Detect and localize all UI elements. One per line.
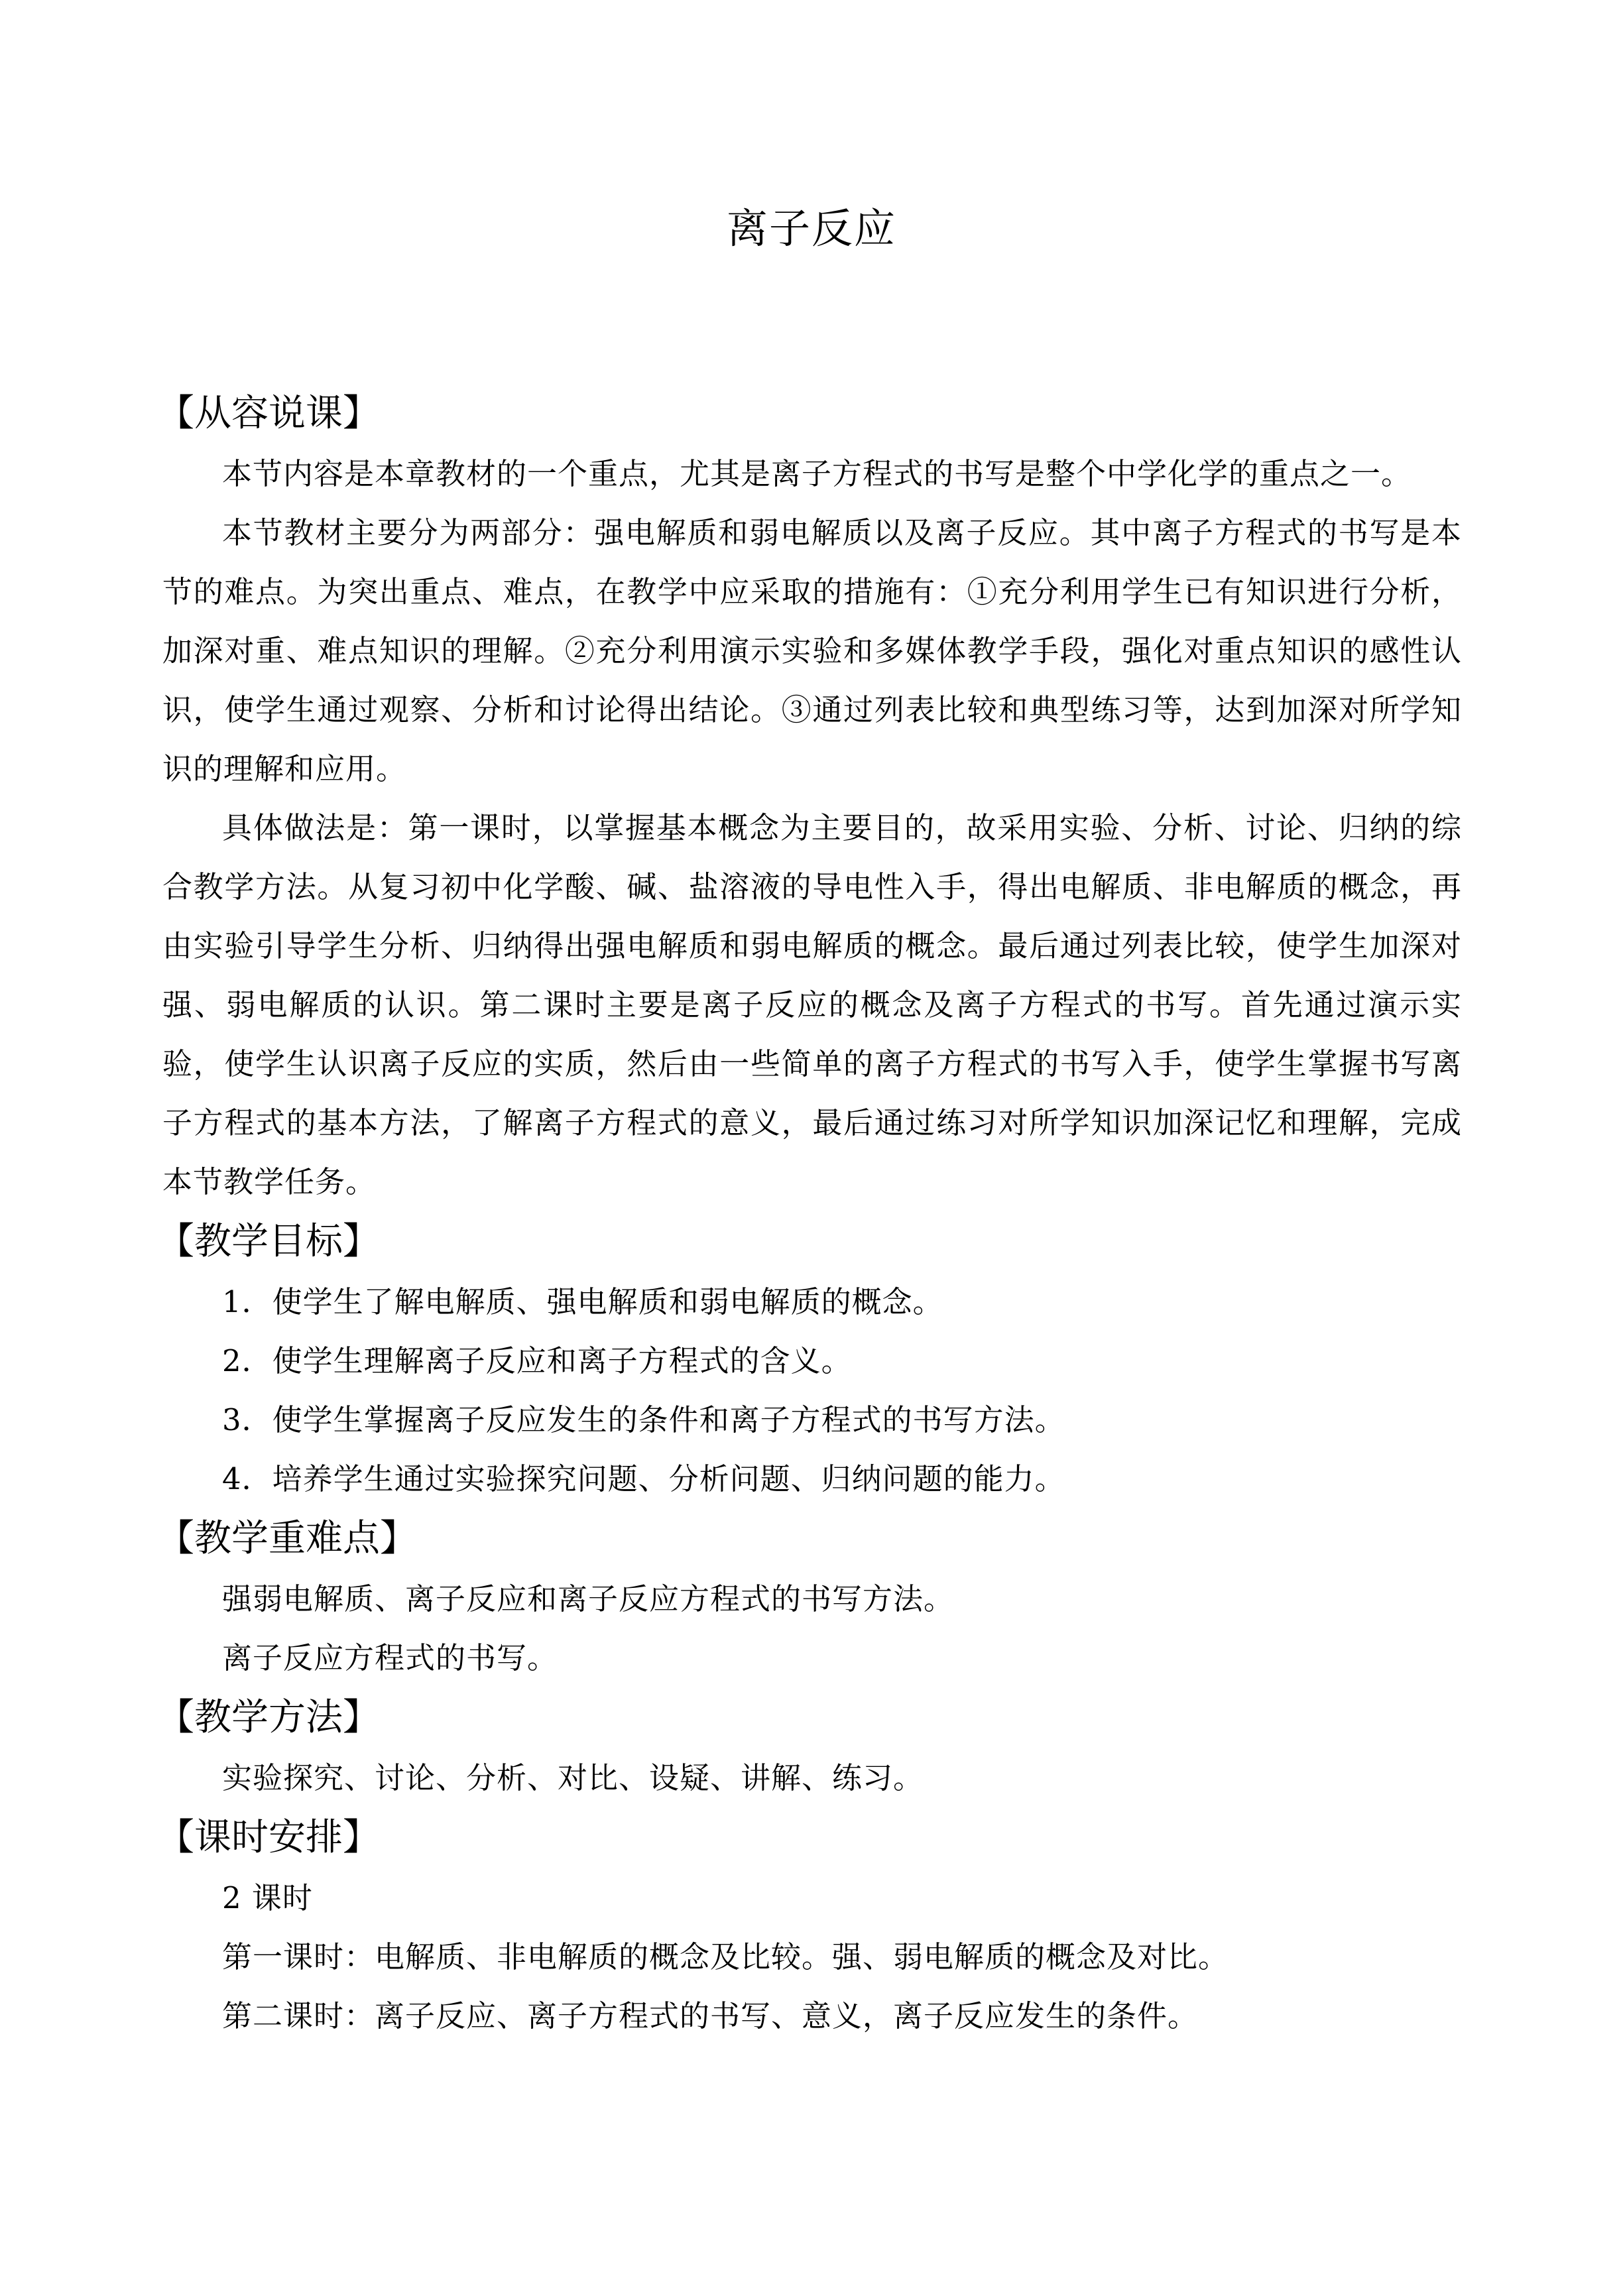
objective-item-4: 4．培养学生通过实验探究问题、分析问题、归纳问题的能力。 <box>222 1461 1065 1496</box>
section-heading-shuoke: 【从容说课】 <box>157 392 380 435</box>
objective-item-3: 3．使学生掌握离子反应发生的条件和离子方程式的书写方法。 <box>222 1402 1065 1437</box>
document-title: 离子反应 <box>726 204 896 253</box>
objective-item-1: 1．使学生了解电解质、强电解质和弱电解质的概念。 <box>222 1284 943 1319</box>
key-point-line: 强弱电解质、离子反应和离子反应方程式的书写方法。 <box>222 1581 955 1616</box>
method-line: 实验探究、讨论、分析、对比、设疑、讲解、练习。 <box>222 1760 924 1795</box>
shuoke-paragraph-3: 具体做法是：第一课时，以掌握基本概念为主要目的，故采用实验、分析、讨论、归纳的综合教学方法。从复习初中化学酸、碱、盐溶液的导电性入手，得出电解质、非电解质的概念，再由实验引导学生分析、归纳得出强电解质和弱电解质的概念。最后通过列表比较，使学生加深对强、弱电解质的认识。第二课时主要是离子反应的概念及离子方程式的书写。首先通过演示实验，使学生认识离子反应的实质，然后由一些简单的离子方程式的书写入手，使学生掌握书写离子方程式的基本方法，了解离子方程式的意义，最后通过练习对所学知识加深记忆和理解，完成本节教学任务。 <box>162 810 1462 1199</box>
schedule-total-line: 2 课时 <box>222 1880 313 1915</box>
schedule-lesson-2-line: 第二课时：离子反应、离子方程式的书写、意义，离子反应发生的条件。 <box>222 1998 1199 2033</box>
shuoke-paragraph-1: 本节内容是本章教材的一个重点，尤其是离子方程式的书写是整个中学化学的重点之一。 <box>222 456 1412 491</box>
objective-item-2: 2．使学生理解离子反应和离子方程式的含义。 <box>222 1343 852 1378</box>
difficult-point-line: 离子反应方程式的书写。 <box>222 1640 558 1675</box>
section-heading-anpai: 【课时安排】 <box>157 1816 380 1859</box>
schedule-lesson-1-line: 第一课时：电解质、非电解质的概念及比较。强、弱电解质的概念及对比。 <box>222 1939 1229 1974</box>
section-heading-fangfa: 【教学方法】 <box>157 1696 380 1739</box>
shuoke-paragraph-2: 本节教材主要分为两部分：强电解质和弱电解质以及离子反应。其中离子方程式的书写是本节的难点。为突出重点、难点，在教学中应采取的措施有：①充分利用学生已有知识进行分析，加深对重、难点知识的理解。②充分利用演示实验和多媒体教学手段，强化对重点知识的感性认识，使学生通过观察、分析和讨论得出结论。③通过列表比较和典型练习等，达到加深对所学知识的理解和应用。 <box>162 515 1462 786</box>
section-heading-zhongnandian: 【教学重难点】 <box>157 1517 417 1560</box>
section-heading-mubiao: 【教学目标】 <box>157 1220 380 1263</box>
document-body <box>157 383 1462 2045</box>
